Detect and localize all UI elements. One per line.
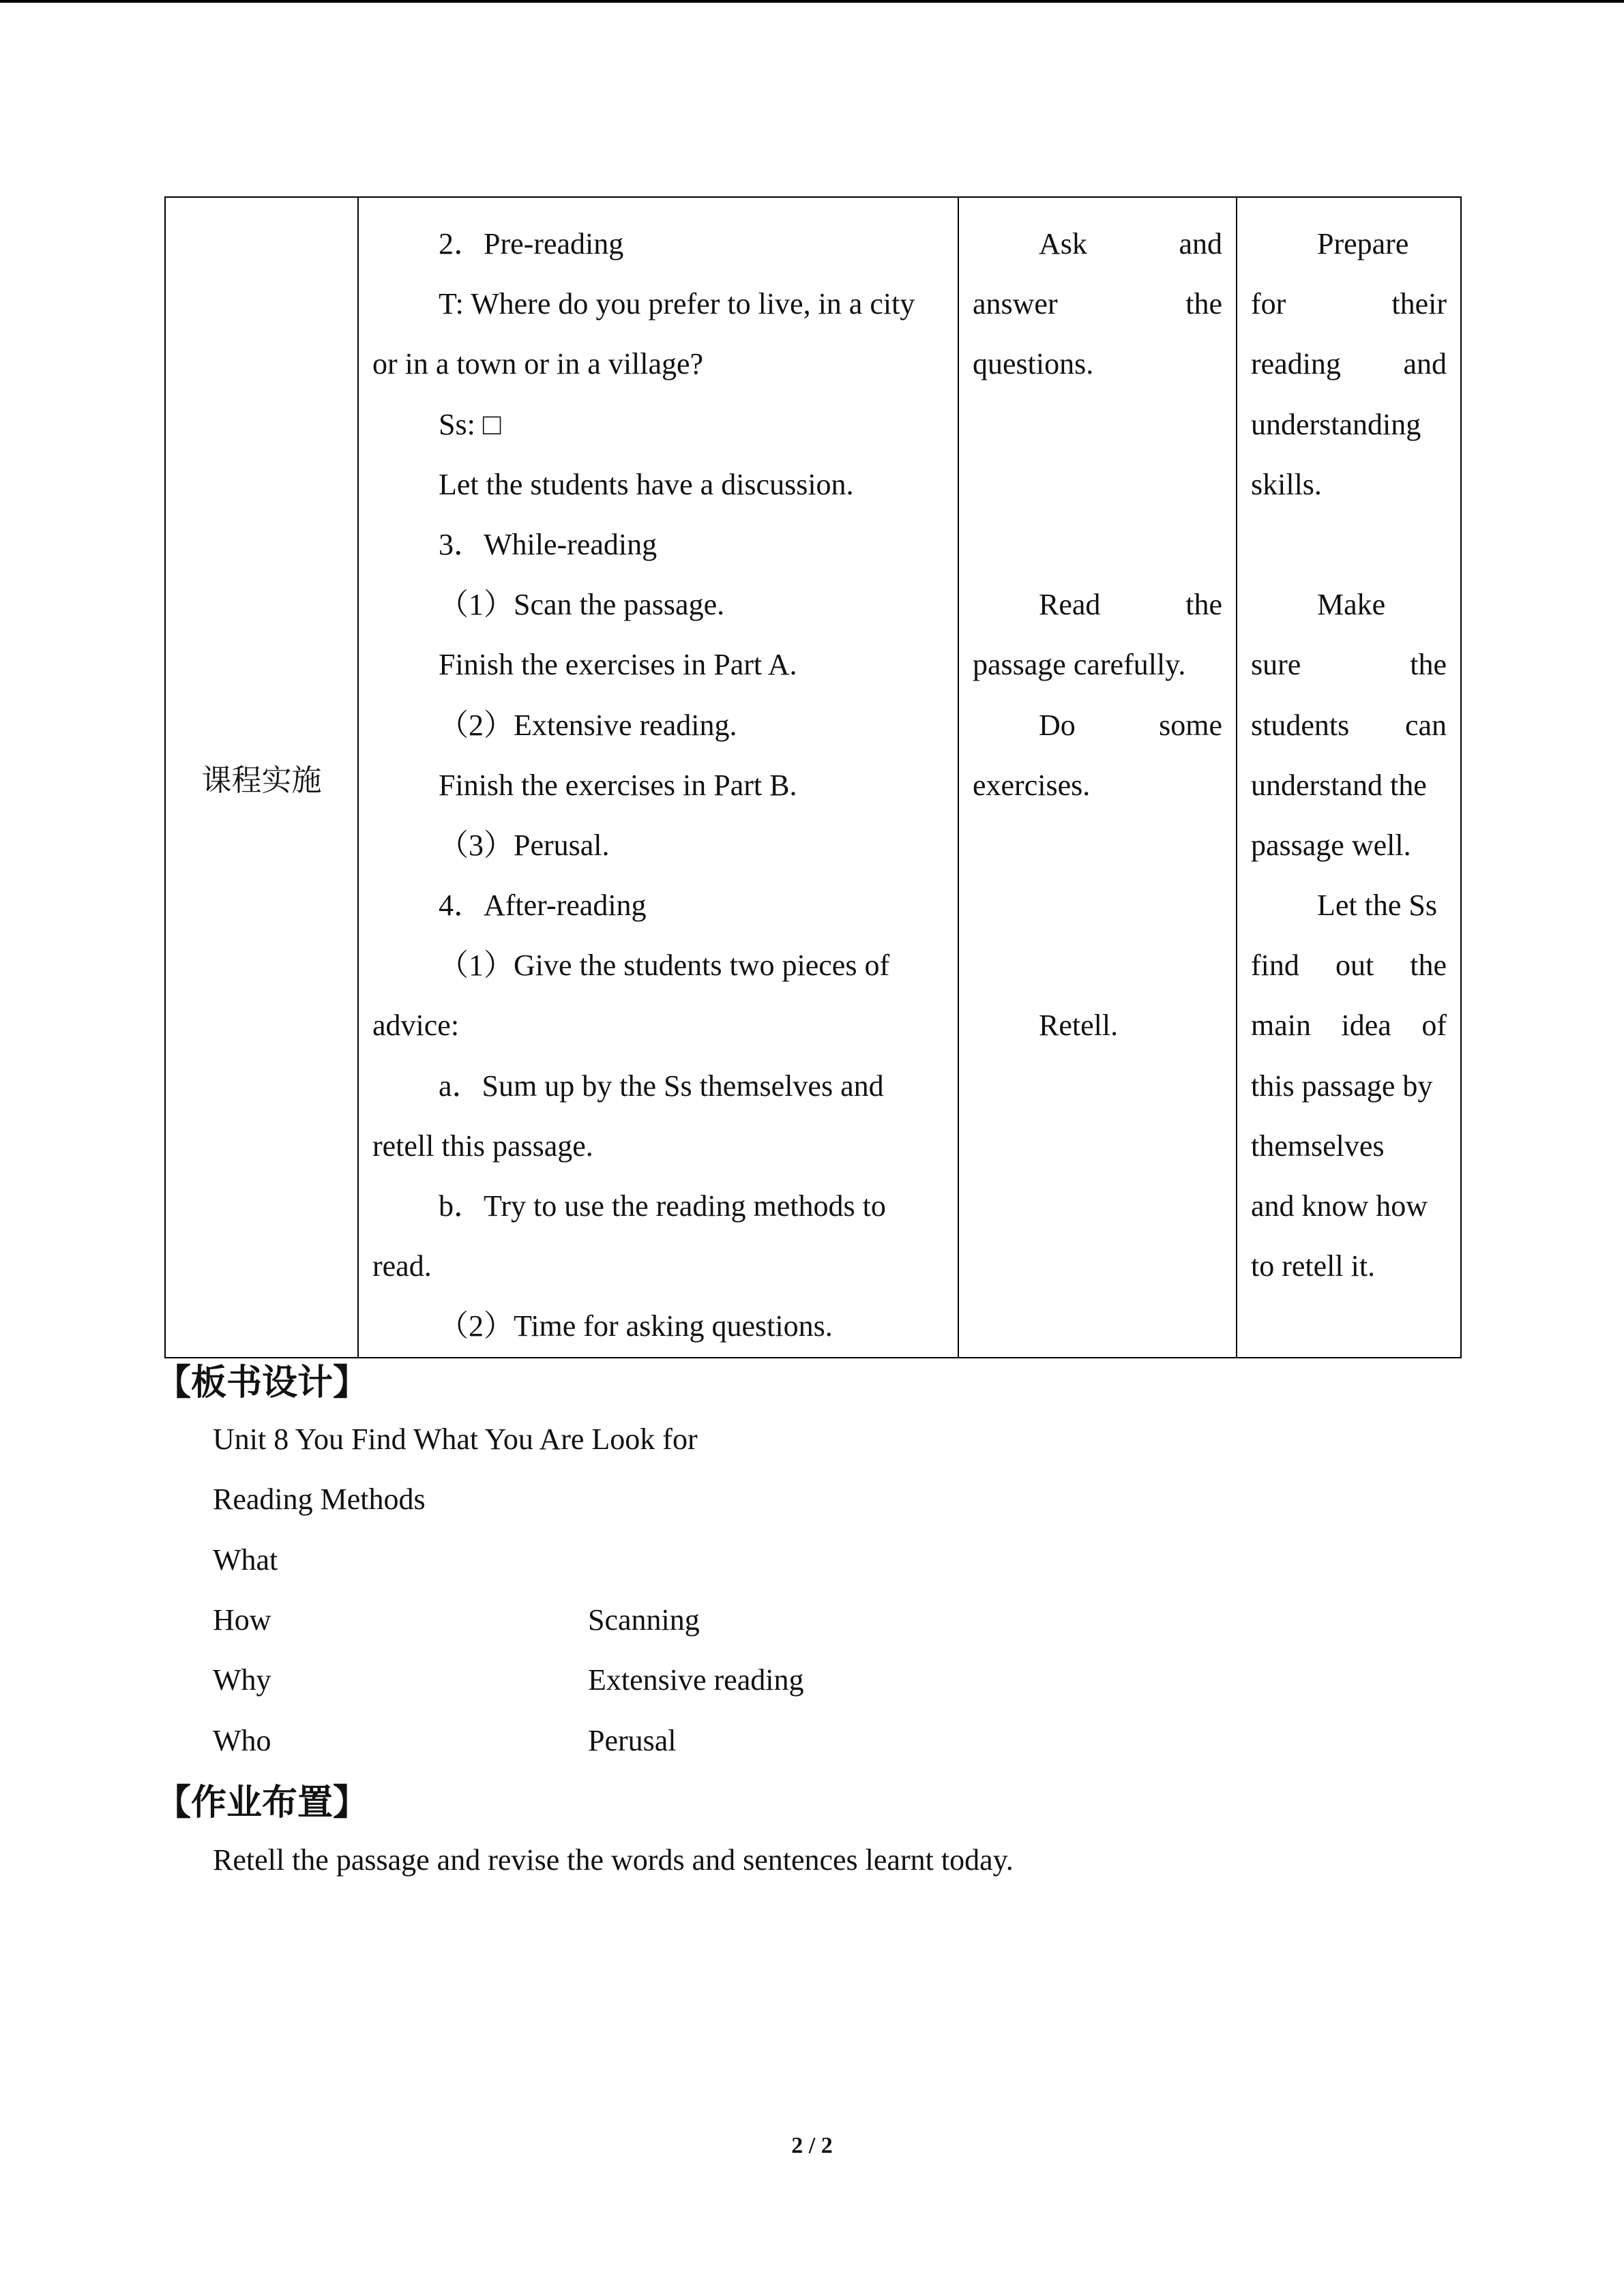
- board-right-item: Perusal: [588, 1724, 677, 1757]
- teacher-activities-cell: [358, 197, 958, 1358]
- teacher-line: 2．Pre-reading: [439, 227, 624, 260]
- homework-text: Retell the passage and revise the words and sentences learnt today.: [213, 1843, 1014, 1877]
- board-left-item: Who: [213, 1724, 271, 1757]
- teacher-line: Finish the exercises in Part A.: [439, 648, 797, 682]
- board-right-item: Extensive reading: [588, 1663, 804, 1697]
- teacher-line: or in a town or in a village?: [372, 347, 704, 381]
- board-left-item: How: [213, 1603, 271, 1637]
- student-activities: [959, 198, 1236, 1056]
- teacher-line: Ss: □: [439, 407, 501, 441]
- student-line: answer the: [973, 287, 1222, 321]
- teacher-line: （3）Perusal.: [439, 828, 610, 862]
- purpose-line: for their: [1251, 287, 1447, 321]
- purpose-line: themselves: [1251, 1129, 1385, 1163]
- teacher-line: （1）Give the students two pieces of: [439, 949, 890, 983]
- purpose-line: sure the: [1251, 648, 1447, 682]
- teacher-line: Let the students have a discussion.: [439, 467, 854, 501]
- purpose-line: understanding: [1251, 407, 1421, 441]
- teacher-line: （1）Scan the passage.: [439, 588, 725, 622]
- board-subtitle: Reading Methods: [213, 1482, 426, 1516]
- student-line: Retell.: [1039, 1009, 1119, 1043]
- board-design-heading: 【板书设计】: [156, 1362, 369, 1403]
- purpose-line: Prepare: [1317, 227, 1409, 260]
- teacher-line: read.: [372, 1249, 432, 1283]
- teacher-line: retell this passage.: [372, 1129, 593, 1163]
- student-line: Do some: [1039, 708, 1222, 742]
- teacher-line: Finish the exercises in Part B.: [439, 768, 797, 802]
- student-line: Ask and: [1039, 227, 1222, 260]
- row-label: 课程实施: [165, 197, 358, 1358]
- purpose-line: Make: [1317, 588, 1386, 622]
- purpose-line: main idea of: [1251, 1009, 1447, 1043]
- teacher-line: （2）Time for asking questions.: [439, 1309, 833, 1343]
- board-left-item: Why: [213, 1663, 271, 1697]
- purpose-line: to retell it.: [1251, 1249, 1376, 1283]
- purpose-line: find out the: [1251, 949, 1447, 983]
- teacher-line: b．Try to use the reading methods to: [439, 1189, 886, 1223]
- student-line: Read the: [1039, 588, 1222, 622]
- board-right-item: Scanning: [588, 1603, 700, 1637]
- board-unit-title: Unit 8 You Find What You Are Look for: [213, 1422, 698, 1456]
- student-line: exercises.: [973, 768, 1091, 802]
- purpose-line: and know how: [1251, 1189, 1428, 1223]
- teacher-line: 4．After-reading: [439, 889, 647, 923]
- homework-heading: 【作业布置】: [156, 1783, 369, 1823]
- purpose-line: Let the Ss: [1317, 889, 1437, 923]
- purpose-line: this passage by: [1251, 1069, 1433, 1103]
- purpose-line: students can: [1251, 708, 1447, 742]
- lesson-table: [164, 196, 1462, 1358]
- teacher-line: advice:: [372, 1009, 460, 1043]
- student-activities-cell: [958, 197, 1237, 1358]
- board-left-item: What: [213, 1543, 278, 1577]
- teacher-line: T: Where do you prefer to live, in a city: [439, 287, 915, 321]
- purpose-line: reading and: [1251, 347, 1447, 381]
- purpose: [1237, 198, 1460, 1296]
- purpose-cell: [1237, 197, 1461, 1358]
- page-number: 2 / 2: [791, 2133, 833, 2158]
- purpose-line: understand the: [1251, 768, 1427, 802]
- purpose-line: skills.: [1251, 467, 1322, 501]
- teacher-line: （2）Extensive reading.: [439, 708, 737, 742]
- top-border: [0, 0, 1624, 3]
- student-line: questions.: [973, 347, 1094, 381]
- student-line: passage carefully.: [973, 648, 1186, 682]
- purpose-line: passage well.: [1251, 828, 1411, 862]
- teacher-line: a．Sum up by the Ss themselves and: [439, 1069, 884, 1103]
- teacher-line: 3．While-reading: [439, 527, 658, 561]
- teacher-activities: [359, 198, 958, 1357]
